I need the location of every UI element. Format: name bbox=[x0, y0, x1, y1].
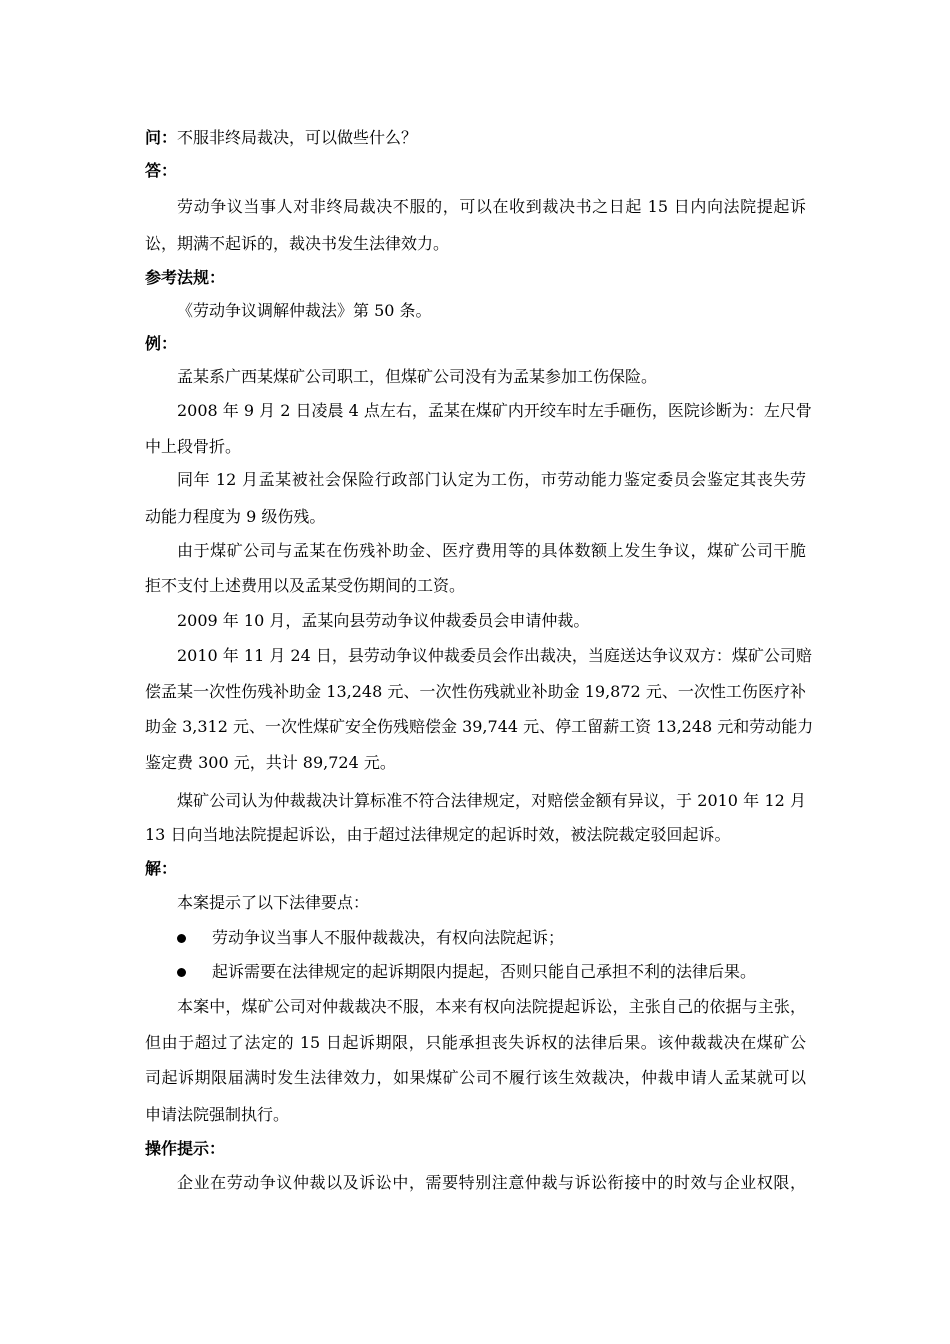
analysis-line-2: 但由于超过了法定的 15 日起诉期限，只能承担丧失诉权的法律后果。该仲裁裁决在煤矿公 bbox=[145, 1033, 806, 1052]
example-line-14: 13 日向当地法院提起诉讼，由于超过法律规定的起诉时效，被法院裁定驳回起诉。 bbox=[145, 825, 731, 844]
analysis-intro: 本案提示了以下法律要点： bbox=[177, 893, 370, 912]
example-line-11: 助金 3,312 元、一次性煤矿安全伤残赔偿金 39,744 元、停工留薪工资 13,248 元和劳动能力 bbox=[145, 717, 814, 736]
answer-line-1: 劳动争议当事人对非终局裁决不服的，可以在收到裁决书之日起 15 日内向法院提起诉 bbox=[177, 197, 806, 216]
analysis-line-1: 本案中，煤矿公司对仲裁裁决不服，本来有权向法院提起诉讼，主张自己的依据与主张， bbox=[177, 997, 806, 1016]
analysis-label: 解： bbox=[145, 859, 178, 878]
bullet-dot-icon bbox=[177, 934, 186, 943]
example-line-7: 拒不支付上述费用以及孟某受伤期间的工资。 bbox=[145, 576, 466, 595]
example-line-2: 2008 年 9 月 2 日凌晨 4 点左右，孟某在煤矿内开绞车时左手砸伤，医院诊断为：左尺骨 bbox=[177, 401, 812, 420]
example-line-13: 煤矿公司认为仲裁裁决计算标准不符合法律规定，对赔偿金额有异议，于 2010 年 12 月 bbox=[177, 791, 806, 810]
example-line-9: 2010 年 11 月 24 日，县劳动争议仲裁委员会作出裁决，当庭送达争议双方：煤矿公司赔 bbox=[177, 646, 812, 665]
answer-line-2: 讼，期满不起诉的，裁决书发生法律效力。 bbox=[145, 234, 450, 253]
analysis-line-3: 司起诉期限届满时发生法律效力，如果煤矿公司不履行该生效裁决，仲裁申请人孟某就可以 bbox=[145, 1068, 806, 1087]
analysis-line-4: 申请法院强制执行。 bbox=[145, 1105, 290, 1124]
example-line-4: 同年 12 月孟某被社会保险行政部门认定为工伤，市劳动能力鉴定委员会鉴定其丧失劳 bbox=[177, 470, 806, 489]
example-line-10: 偿孟某一次性伤残补助金 13,248 元、一次性伤残就业补助金 19,872 元、一次性工伤医疗补 bbox=[145, 682, 806, 701]
example-line-5: 动能力程度为 9 级伤残。 bbox=[145, 507, 326, 526]
question-label: 问： bbox=[145, 128, 178, 147]
tips-label: 操作提示： bbox=[145, 1139, 226, 1158]
bullet-text: 起诉需要在法律规定的起诉期限内提起，否则只能自己承担不利的法律后果。 bbox=[212, 962, 757, 981]
example-line-12: 鉴定费 300 元，共计 89,724 元。 bbox=[145, 753, 396, 772]
question-line bbox=[145, 127, 417, 149]
example-line-1: 孟某系广西某煤矿公司职工，但煤矿公司没有为孟某参加工伤保险。 bbox=[177, 367, 658, 386]
example-line-3: 中上段骨折。 bbox=[145, 437, 242, 456]
question-text: 不服非终局裁决，可以做些什么？ bbox=[177, 128, 418, 147]
tips-text: 企业在劳动争议仲裁以及诉讼中，需要特别注意仲裁与诉讼衔接中的时效与企业权限， bbox=[177, 1173, 806, 1192]
regulation-label: 参考法规： bbox=[145, 268, 226, 287]
bullet-dot-icon bbox=[177, 968, 186, 977]
bullet-text: 劳动争议当事人不服仲裁裁决，有权向法院起诉； bbox=[212, 928, 565, 947]
example-line-6: 由于煤矿公司与孟某在伤残补助金、医疗费用等的具体数额上发生争议，煤矿公司干脆 bbox=[177, 541, 806, 560]
answer-label: 答： bbox=[145, 161, 178, 180]
example-label: 例： bbox=[145, 334, 178, 353]
example-line-8: 2009 年 10 月，孟某向县劳动争议仲裁委员会申请仲裁。 bbox=[177, 611, 590, 630]
regulation-text: 《劳动争议调解仲裁法》第 50 条。 bbox=[177, 301, 432, 320]
